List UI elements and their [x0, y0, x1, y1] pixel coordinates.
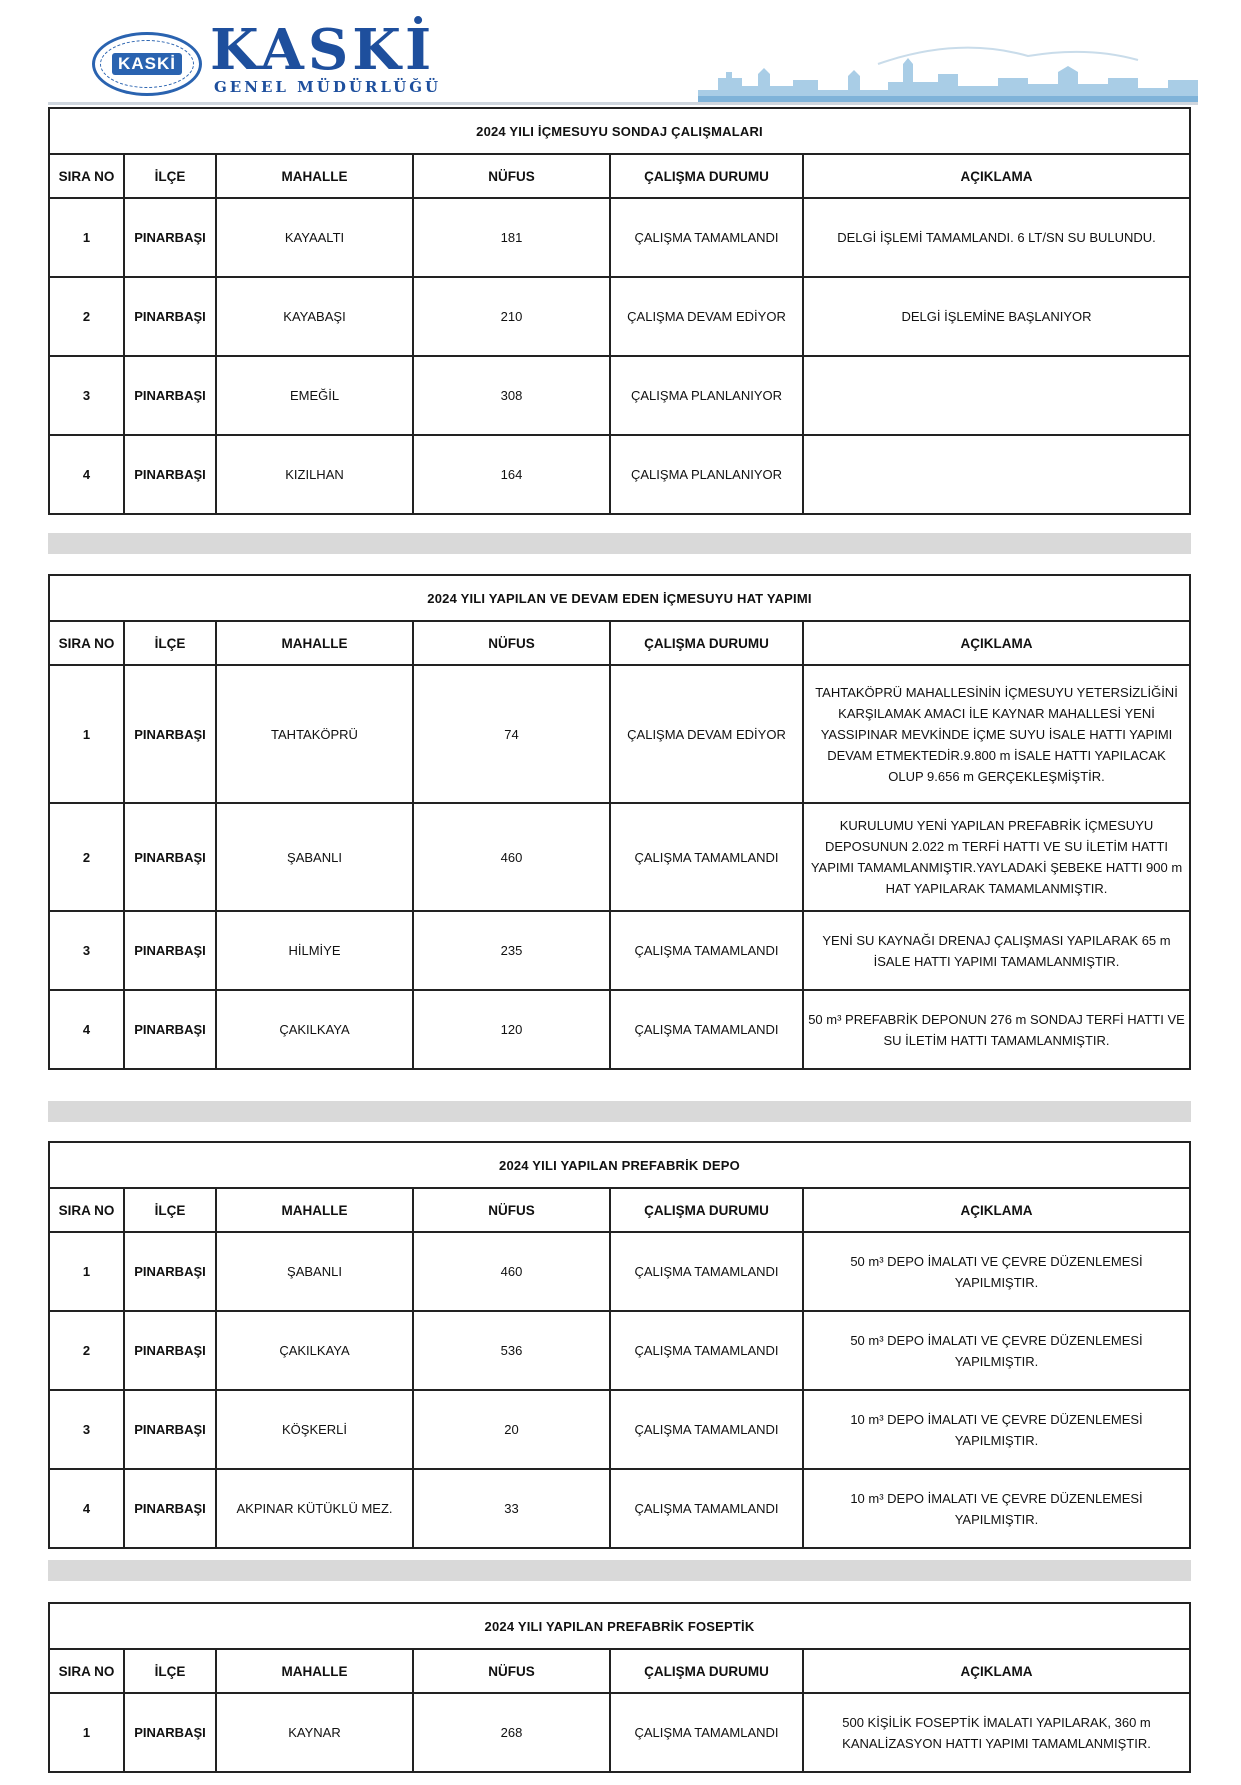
col-header-calisma-durumu: ÇALIŞMA DURUMU [610, 1188, 803, 1232]
cell-aciklama: DELGİ İŞLEMİNE BAŞLANIYOR [803, 277, 1190, 356]
col-header-sira-no: SIRA NO [49, 154, 124, 198]
col-header-calisma-durumu: ÇALIŞMA DURUMU [610, 154, 803, 198]
cell-mahalle: KIZILHAN [216, 435, 413, 514]
cell-aciklama: 50 m³ DEPO İMALATI VE ÇEVRE DÜZENLEMESİ YAPILMIŞTIR. [803, 1311, 1190, 1390]
cell-durum: ÇALIŞMA PLANLANIYOR [610, 356, 803, 435]
cell-ilce: PINARBAŞI [124, 1311, 216, 1390]
cell-nufus: 74 [413, 665, 610, 803]
cell-ilce: PINARBAŞI [124, 1693, 216, 1772]
cell-no: 4 [49, 990, 124, 1069]
cell-durum: ÇALIŞMA TAMAMLANDI [610, 1390, 803, 1469]
cell-no: 4 [49, 1469, 124, 1548]
cell-no: 2 [49, 1311, 124, 1390]
cell-durum: ÇALIŞMA TAMAMLANDI [610, 198, 803, 277]
cell-aciklama: 10 m³ DEPO İMALATI VE ÇEVRE DÜZENLEMESİ YAPILMIŞTIR. [803, 1469, 1190, 1548]
cell-durum: ÇALIŞMA TAMAMLANDI [610, 1693, 803, 1772]
col-header-calisma-durumu: ÇALIŞMA DURUMU [610, 621, 803, 665]
section-divider-bar [48, 533, 1191, 554]
cell-mahalle: ÇAKILKAYA [216, 990, 413, 1069]
col-header-aciklama: AÇIKLAMA [803, 1188, 1190, 1232]
col-header-nufus: NÜFUS [413, 1188, 610, 1232]
prefabrik-depo-table [48, 1141, 1191, 1549]
section-divider-bar [48, 1560, 1191, 1581]
cell-durum: ÇALIŞMA TAMAMLANDI [610, 990, 803, 1069]
table-row [49, 911, 1190, 990]
cell-mahalle: KAYABAŞI [216, 277, 413, 356]
cell-durum: ÇALIŞMA TAMAMLANDI [610, 1232, 803, 1311]
cell-ilce: PINARBAŞI [124, 356, 216, 435]
cell-mahalle: ŞABANLI [216, 803, 413, 911]
page-header [48, 14, 1198, 106]
cell-no: 3 [49, 911, 124, 990]
cell-nufus: 308 [413, 356, 610, 435]
cell-nufus: 460 [413, 803, 610, 911]
table-row [49, 356, 1190, 435]
table-row [49, 198, 1190, 277]
cell-nufus: 268 [413, 1693, 610, 1772]
cell-durum: ÇALIŞMA DEVAM EDİYOR [610, 665, 803, 803]
hat-yapimi-table [48, 574, 1191, 1070]
table-row [49, 435, 1190, 514]
col-header-sira-no: SIRA NO [49, 1188, 124, 1232]
municipality-seal-logo [92, 32, 202, 96]
col-header-ilce: İLÇE [124, 621, 216, 665]
cell-aciklama: KURULUMU YENİ YAPILAN PREFABRİK İÇMESUYU DEPOSUNUN 2.022 m TERFİ HATTI VE SU İLETİM HATTI YAPIMI TAMAMLANMIŞTIR.YAYLADAKİ ŞEBEKE HATTI 900 m HAT YAPILARAK TAMAMLANMIŞTIR. [803, 803, 1190, 911]
cell-durum: ÇALIŞMA TAMAMLANDI [610, 803, 803, 911]
col-header-mahalle: MAHALLE [216, 621, 413, 665]
cell-no: 2 [49, 803, 124, 911]
col-header-nufus: NÜFUS [413, 621, 610, 665]
city-skyline-graphic [698, 34, 1198, 104]
cell-ilce: PINARBAŞI [124, 198, 216, 277]
cell-ilce: PINARBAŞI [124, 1390, 216, 1469]
cell-aciklama: 50 m³ DEPO İMALATI VE ÇEVRE DÜZENLEMESİ YAPILMIŞTIR. [803, 1232, 1190, 1311]
section-hat-yapimi [48, 574, 1191, 1070]
header-divider-line [48, 102, 1198, 105]
cell-no: 1 [49, 665, 124, 803]
sondaj-table [48, 107, 1191, 515]
cell-durum: ÇALIŞMA TAMAMLANDI [610, 1469, 803, 1548]
cell-mahalle: ÇAKILKAYA [216, 1311, 413, 1390]
col-header-ilce: İLÇE [124, 1649, 216, 1693]
cell-nufus: 235 [413, 911, 610, 990]
cell-nufus: 120 [413, 990, 610, 1069]
col-header-ilce: İLÇE [124, 1188, 216, 1232]
table-row [49, 1232, 1190, 1311]
col-header-ilce: İLÇE [124, 154, 216, 198]
cell-ilce: PINARBAŞI [124, 665, 216, 803]
col-header-nufus: NÜFUS [413, 154, 610, 198]
table-row [49, 803, 1190, 911]
table-row [49, 1693, 1190, 1772]
section-prefabrik-foseptik [48, 1602, 1191, 1773]
cell-mahalle: KAYAALTI [216, 198, 413, 277]
cell-nufus: 20 [413, 1390, 610, 1469]
cell-ilce: PINARBAŞI [124, 911, 216, 990]
brand-subtitle: GENEL MÜDÜRLÜĞÜ [214, 78, 442, 96]
cell-nufus: 33 [413, 1469, 610, 1548]
table-row [49, 277, 1190, 356]
cell-durum: ÇALIŞMA PLANLANIYOR [610, 435, 803, 514]
cell-ilce: PINARBAŞI [124, 277, 216, 356]
cell-ilce: PINARBAŞI [124, 435, 216, 514]
cell-aciklama: DELGİ İŞLEMİ TAMAMLANDI. 6 LT/SN SU BULUNDU. [803, 198, 1190, 277]
col-header-mahalle: MAHALLE [216, 154, 413, 198]
table-row [49, 990, 1190, 1069]
cell-mahalle: AKPINAR KÜTÜKLÜ MEZ. [216, 1469, 413, 1548]
cell-ilce: PINARBAŞI [124, 990, 216, 1069]
cell-durum: ÇALIŞMA TAMAMLANDI [610, 911, 803, 990]
cell-durum: ÇALIŞMA TAMAMLANDI [610, 1311, 803, 1390]
cell-nufus: 181 [413, 198, 610, 277]
col-header-mahalle: MAHALLE [216, 1188, 413, 1232]
col-header-nufus: NÜFUS [413, 1649, 610, 1693]
cell-mahalle: HİLMİYE [216, 911, 413, 990]
cell-aciklama: 50 m³ PREFABRİK DEPONUN 276 m SONDAJ TERFİ HATTI VE SU İLETİM HATTI TAMAMLANMIŞTIR. [803, 990, 1190, 1069]
col-header-mahalle: MAHALLE [216, 1649, 413, 1693]
section-title: 2024 YILI YAPILAN VE DEVAM EDEN İÇMESUYU HAT YAPIMI [49, 575, 1190, 621]
cell-no: 1 [49, 198, 124, 277]
col-header-aciklama: AÇIKLAMA [803, 154, 1190, 198]
cell-aciklama [803, 435, 1190, 514]
cell-no: 1 [49, 1693, 124, 1772]
cell-aciklama: 10 m³ DEPO İMALATI VE ÇEVRE DÜZENLEMESİ YAPILMIŞTIR. [803, 1390, 1190, 1469]
cell-aciklama [803, 356, 1190, 435]
cell-durum: ÇALIŞMA DEVAM EDİYOR [610, 277, 803, 356]
cell-no: 2 [49, 277, 124, 356]
brand-title: KASKİ [210, 17, 436, 83]
table-row [49, 1469, 1190, 1548]
table-row [49, 665, 1190, 803]
cell-nufus: 210 [413, 277, 610, 356]
section-title: 2024 YILI YAPILAN PREFABRİK FOSEPTİK [49, 1603, 1190, 1649]
cell-ilce: PINARBAŞI [124, 1469, 216, 1548]
cell-no: 1 [49, 1232, 124, 1311]
section-sondaj [48, 107, 1191, 515]
section-divider-bar [48, 1101, 1191, 1122]
cell-mahalle: EMEĞİL [216, 356, 413, 435]
cell-aciklama: 500 KİŞİLİK FOSEPTİK İMALATI YAPILARAK, 360 m KANALİZASYON HATTI YAPIMI TAMAMLANMIŞTIR. [803, 1693, 1190, 1772]
cell-nufus: 536 [413, 1311, 610, 1390]
cell-mahalle: KAYNAR [216, 1693, 413, 1772]
col-header-aciklama: AÇIKLAMA [803, 1649, 1190, 1693]
cell-ilce: PINARBAŞI [124, 1232, 216, 1311]
section-title: 2024 YILI İÇMESUYU SONDAJ ÇALIŞMALARI [49, 108, 1190, 154]
seal-text: KASKİ [112, 53, 182, 75]
col-header-calisma-durumu: ÇALIŞMA DURUMU [610, 1649, 803, 1693]
section-title: 2024 YILI YAPILAN PREFABRİK DEPO [49, 1142, 1190, 1188]
cell-mahalle: KÖŞKERLİ [216, 1390, 413, 1469]
col-header-aciklama: AÇIKLAMA [803, 621, 1190, 665]
cell-no: 3 [49, 356, 124, 435]
section-prefabrik-depo [48, 1141, 1191, 1549]
cell-aciklama: YENİ SU KAYNAĞI DRENAJ ÇALIŞMASI YAPILARAK 65 m İSALE HATTI YAPIMI TAMAMLANMIŞTIR. [803, 911, 1190, 990]
prefabrik-foseptik-table [48, 1602, 1191, 1773]
cell-nufus: 460 [413, 1232, 610, 1311]
cell-no: 4 [49, 435, 124, 514]
cell-mahalle: TAHTAKÖPRÜ [216, 665, 413, 803]
cell-no: 3 [49, 1390, 124, 1469]
table-row [49, 1311, 1190, 1390]
cell-nufus: 164 [413, 435, 610, 514]
table-row [49, 1390, 1190, 1469]
cell-aciklama: TAHTAKÖPRÜ MAHALLESİNİN İÇMESUYU YETERSİZLİĞİNİ KARŞILAMAK AMACI İLE KAYNAR MAHALLESİ YENİ YASSIPINAR MEVKİNDE İÇME SUYU İSALE HATTI YAPIMI DEVAM ETMEKTEDİR.9.800 m İSALE HATTI YAPILACAK OLUP 9.656 m GERÇEKLEŞMİŞTİR. [803, 665, 1190, 803]
col-header-sira-no: SIRA NO [49, 621, 124, 665]
cell-ilce: PINARBAŞI [124, 803, 216, 911]
cell-mahalle: ŞABANLI [216, 1232, 413, 1311]
col-header-sira-no: SIRA NO [49, 1649, 124, 1693]
